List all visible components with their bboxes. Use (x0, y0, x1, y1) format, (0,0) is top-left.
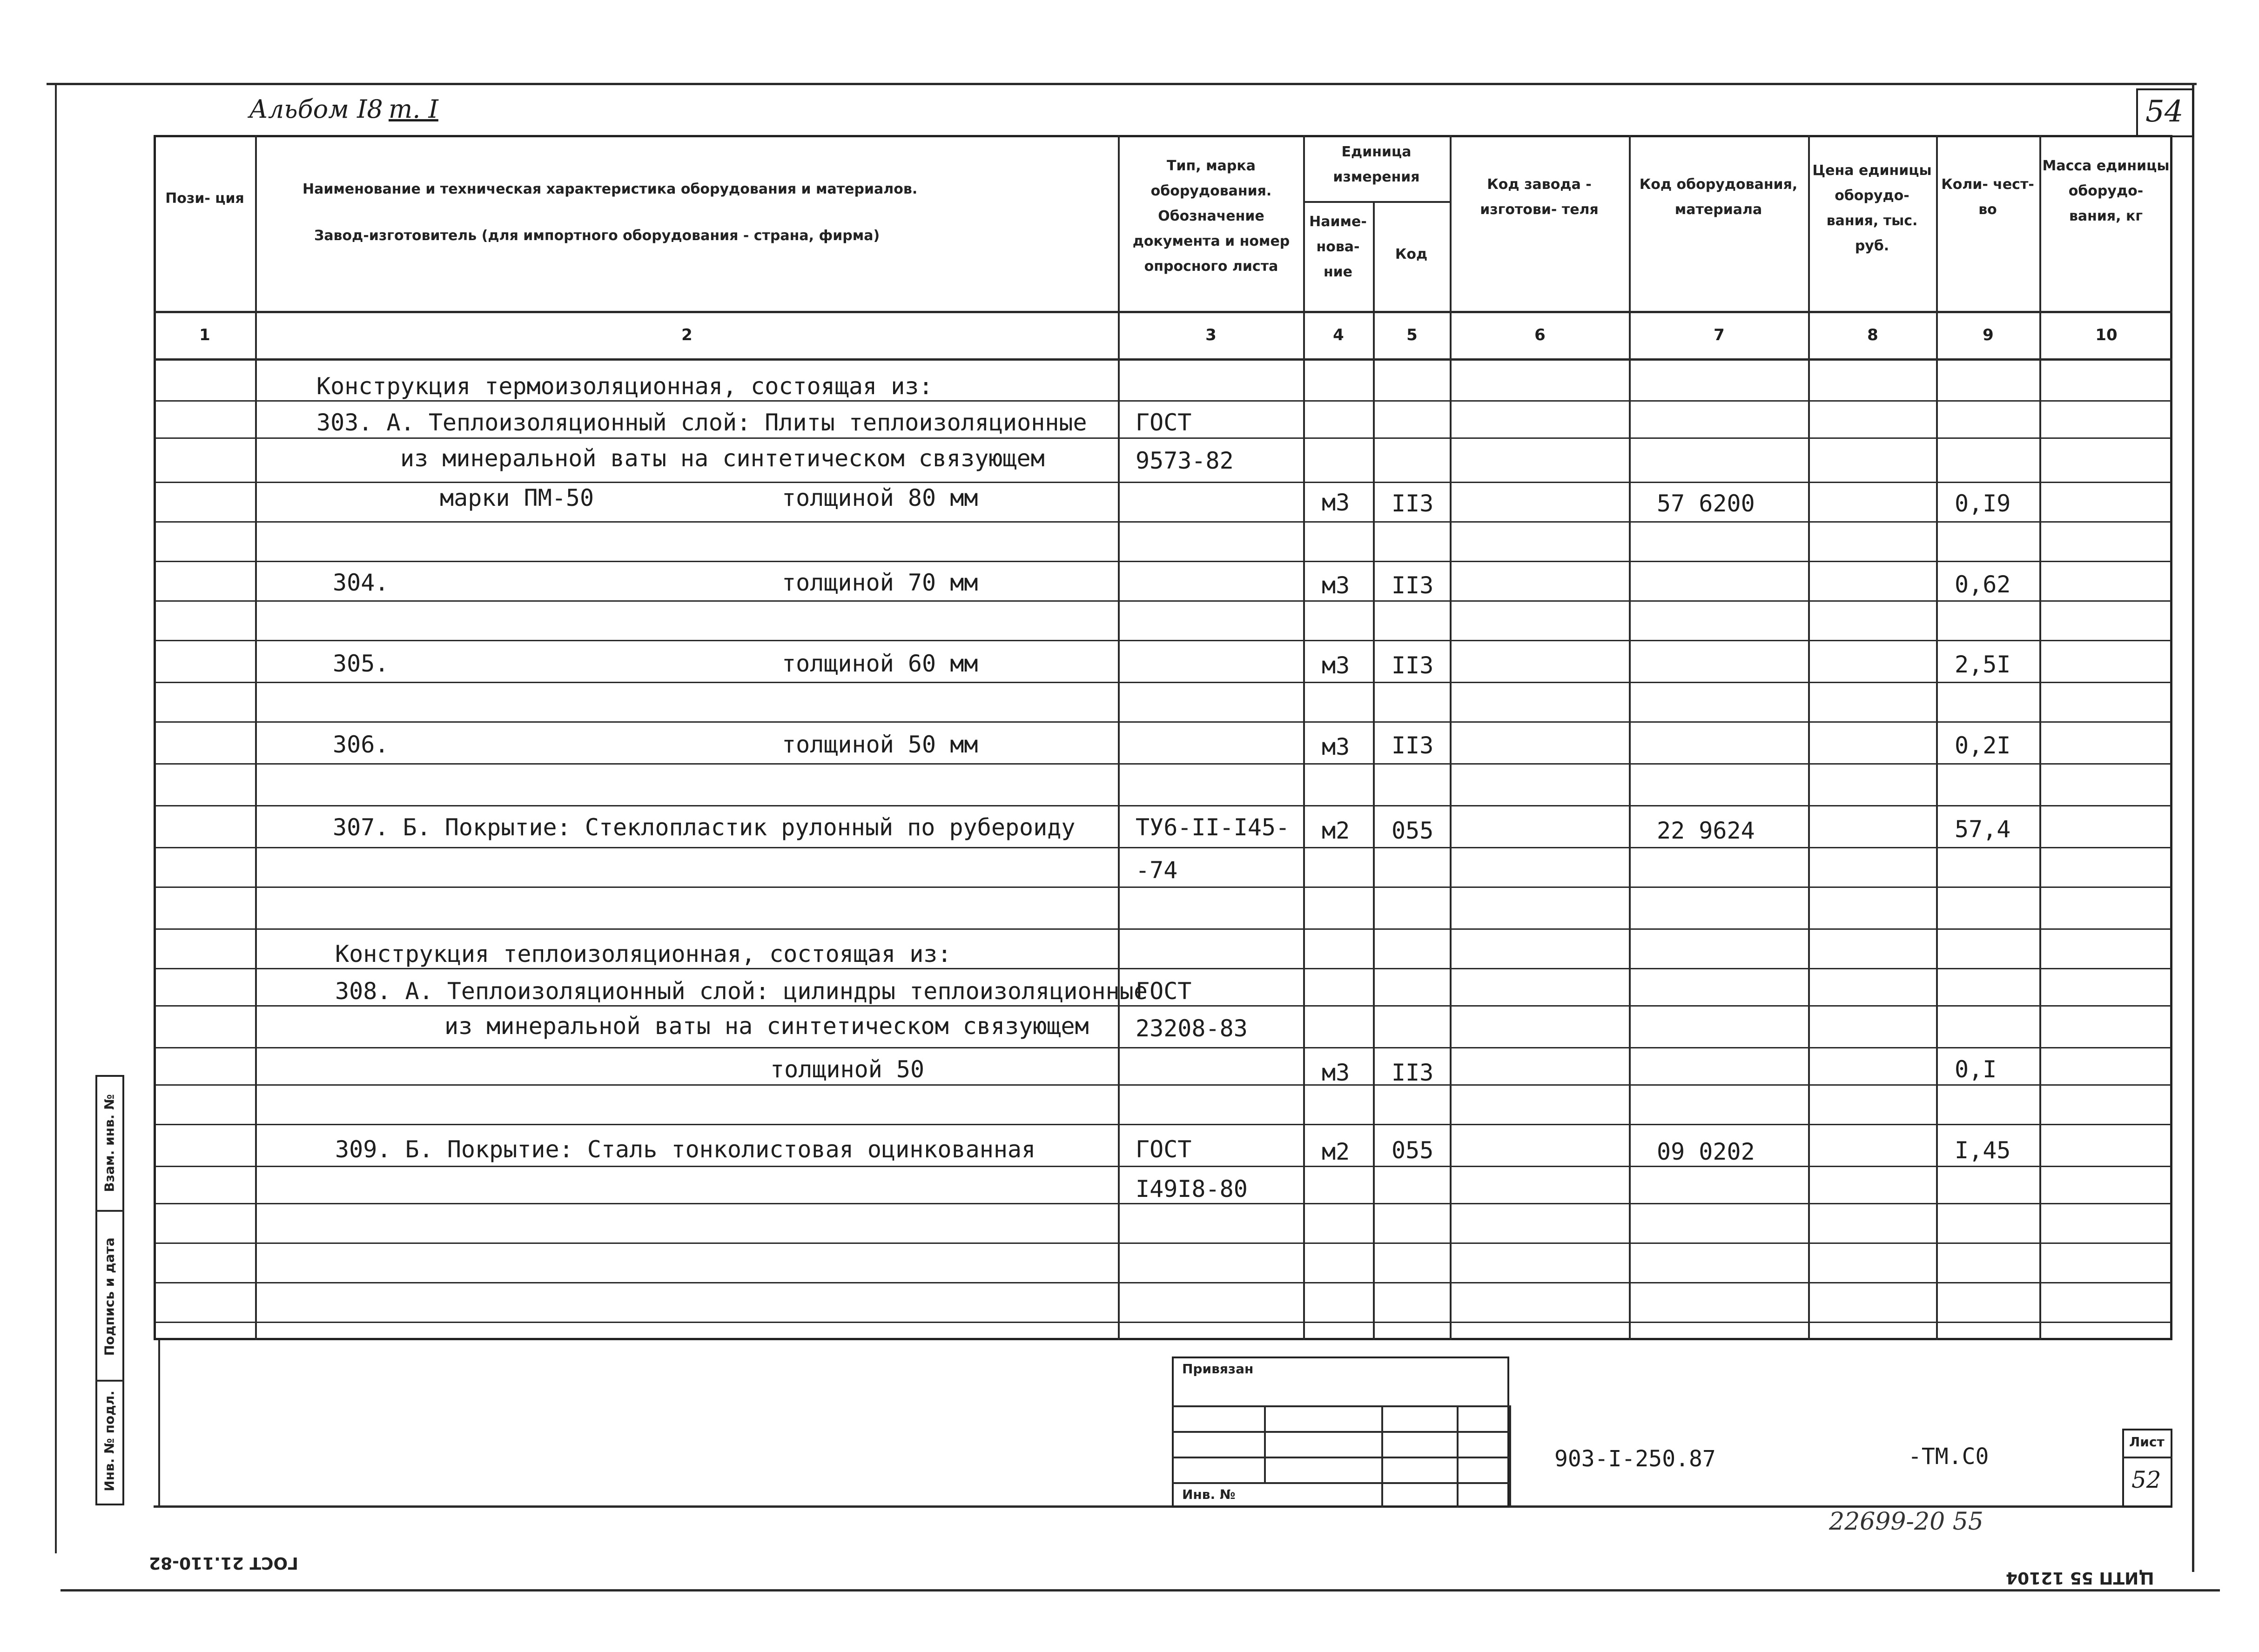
row-2-doc: ГОСТ (1136, 409, 1192, 436)
row-line (156, 561, 2171, 562)
row-8-doc: ТУ6-II-I45- (1136, 814, 1290, 841)
privyazan-line-3 (1172, 1457, 1509, 1458)
row-line (156, 482, 2171, 483)
colnum-7: 7 (1714, 326, 1725, 344)
row-5-pos: 304. (333, 569, 389, 596)
list-box-line (2122, 1457, 2172, 1458)
row-line (156, 1282, 2171, 1283)
row-line (156, 721, 2171, 723)
row-14-equip-code: 09 0202 (1657, 1138, 1755, 1165)
header-type: Тип, марка оборудования. Обозначение документа и номер опросного листа (1132, 158, 1290, 275)
row-1-name: Конструкция термоизоляционная, состоящая из: (316, 373, 933, 400)
gost-label: ГОСТ 21.110-82 (149, 1553, 299, 1572)
colnum-2: 2 (681, 326, 692, 344)
colnum-9: 9 (1983, 326, 1994, 344)
row-line (156, 1124, 2171, 1125)
header-mass: Масса единицы оборудо- вания, кг (2042, 158, 2170, 224)
doc-suffix: -ТМ.С0 (1908, 1444, 1989, 1470)
col-line-4 (1373, 201, 1375, 1340)
row-4-code: II3 (1392, 490, 1434, 517)
row-5-code: II3 (1392, 572, 1434, 599)
row-3-name: из минеральной ваты на синтетическом связующем (400, 445, 1045, 472)
row-11-name: 308. А. Теплоизоляционный слой: цилиндры теплоизоляционные (335, 978, 1148, 1005)
header-equipment-code: Код оборудования, материала (1639, 176, 1798, 218)
row-7-code: II3 (1392, 732, 1434, 759)
row-11-doc: ГОСТ (1136, 978, 1192, 1005)
row-line (156, 805, 2171, 806)
col-line-9 (2039, 135, 2041, 1340)
row-8-equip-code: 22 9624 (1657, 817, 1755, 844)
side-label-vzam: Взам. инв. № (101, 1094, 117, 1192)
row-line (156, 640, 2171, 641)
row-line (156, 928, 2171, 930)
row-7-unit: м3 (1322, 733, 1350, 760)
row-8-code: 055 (1392, 817, 1434, 844)
row-6-pos: 305. (333, 650, 389, 677)
privyazan-line-4 (1172, 1482, 1509, 1484)
row-8-unit: м2 (1322, 817, 1350, 844)
privyazan-vline-2 (1381, 1405, 1383, 1508)
row-6-name: толщиной 60 мм (782, 650, 978, 677)
row-14-qty: I,45 (1955, 1137, 2011, 1164)
row-5-unit: м3 (1322, 572, 1350, 599)
row-7-qty: 0,2I (1955, 732, 2011, 759)
unit-group-line (1303, 201, 1450, 203)
row-line (156, 437, 2171, 439)
row-line (156, 968, 2171, 969)
row-12-doc: 23208-83 (1136, 1015, 1248, 1042)
row-14-doc: ГОСТ (1136, 1136, 1192, 1163)
row-line (156, 1047, 2171, 1048)
row-6-unit: м3 (1322, 652, 1350, 679)
colnum-5: 5 (1406, 326, 1418, 344)
album-label: Альбом I8 (249, 94, 383, 124)
row-13-qty: 0,I (1955, 1056, 1997, 1083)
sheet-right-border (2192, 83, 2194, 1572)
row-4-qty: 0,I9 (1955, 490, 2011, 517)
row-9-doc: -74 (1136, 857, 1178, 884)
colnum-6: 6 (1534, 326, 1546, 344)
row-4-name-b: толщиной 80 мм (782, 484, 978, 511)
colnum-10: 10 (2095, 326, 2118, 344)
album-part: т. I (389, 94, 438, 124)
doc-code-vline (1509, 1405, 1511, 1508)
sheet-corner-number: 54 (2145, 94, 2184, 129)
row-7-name: толщиной 50 мм (782, 731, 978, 758)
row-4-equip-code: 57 6200 (1657, 490, 1755, 517)
sheet-top-border (47, 83, 2197, 85)
col-line-1 (255, 135, 257, 1340)
row-13-unit: м3 (1322, 1059, 1350, 1086)
row-13-code: II3 (1392, 1059, 1434, 1086)
header-unit-group: Единица измерения (1333, 144, 1420, 185)
row-line (156, 1166, 2171, 1167)
row-3-doc: 9573-82 (1136, 447, 1234, 474)
col-line-8 (1936, 135, 1938, 1340)
row-line (156, 1242, 2171, 1244)
row-4-name-a: марки ПМ-50 (440, 484, 594, 511)
row-line (156, 400, 2171, 402)
list-label: Лист (2129, 1434, 2165, 1450)
row-line (156, 1322, 2171, 1323)
col-line-7 (1808, 135, 1810, 1340)
colnum-4: 4 (1333, 326, 1344, 344)
col-line-6 (1629, 135, 1631, 1340)
row-8-name: 307. Б. Покрытие: Стеклопластик рулонный по рубероиду (333, 814, 1076, 841)
header-quantity: Коли- чест- во (1941, 176, 2034, 218)
header-position: Пози- ция (165, 190, 244, 207)
header-bottom-line (154, 311, 2172, 313)
doc-code: 903-I-250.87 (1554, 1446, 1716, 1472)
row-line (156, 1005, 2171, 1007)
row-line (156, 682, 2171, 683)
colnum-bottom-line (154, 358, 2172, 361)
row-14-name: 309. Б. Покрытие: Сталь тонколистовая оцинкованная (335, 1136, 1036, 1163)
row-14-unit: м2 (1322, 1138, 1350, 1165)
col-line-2 (1118, 135, 1120, 1340)
row-line (156, 1203, 2171, 1204)
side-label-inv-podl: Инв. № подл. (101, 1390, 117, 1491)
row-5-qty: 0,62 (1955, 571, 2011, 598)
row-10-name: Конструкция теплоизоляционная, состоящая из: (335, 940, 952, 967)
header-unit-name: Наиме- нова- ние (1309, 214, 1367, 280)
row-line (156, 521, 2171, 523)
side-label-podpis: Подпись и дата (101, 1237, 117, 1356)
row-6-code: II3 (1392, 652, 1434, 679)
header-name-line2: Завод-изготовитель (для импортного оборудования - страна, фирма) (314, 228, 880, 244)
colnum-3: 3 (1205, 326, 1217, 344)
sheet-left-border (55, 83, 57, 1553)
header-price: Цена единицы оборудо- вания, тыс. руб. (1812, 162, 1932, 254)
header-unit-code: Код (1395, 246, 1428, 262)
sheet-bottom-border (61, 1589, 2220, 1592)
row-14-code: 055 (1392, 1137, 1434, 1164)
row-13-name: толщиной 50 (770, 1056, 925, 1083)
row-2-name: 303. А. Теплоизоляционный слой: Плиты теплоизоляционные (316, 409, 1087, 436)
row-15-doc: I49I8-80 (1136, 1175, 1248, 1202)
handwritten-number: 22699-20 55 (1829, 1508, 1983, 1536)
privyazan-vline-3 (1457, 1405, 1459, 1508)
privyazan-line-1 (1172, 1405, 1509, 1407)
colnum-1: 1 (199, 326, 210, 344)
row-line (156, 886, 2171, 888)
row-8-qty: 57,4 (1955, 816, 2011, 843)
row-12-name: из минеральной ваты на синтетическом связующем (444, 1013, 1089, 1040)
privyazan-line-2 (1172, 1431, 1509, 1433)
header-name-line1: Наименование и техническая характеристика оборудования и материалов. (303, 181, 918, 197)
row-6-qty: 2,5I (1955, 651, 2011, 678)
inv-no-label: Инв. № (1182, 1487, 1236, 1502)
privyazan-vline-1 (1264, 1405, 1266, 1482)
row-7-pos: 306. (333, 731, 389, 758)
header-factory-code: Код завода - изготови- теля (1480, 176, 1599, 218)
title-block-left-line (158, 1340, 160, 1508)
tsitp-label: ЦИТП 55 12104 (2006, 1568, 2154, 1587)
col-line-5 (1450, 135, 1452, 1340)
col-line-3 (1303, 135, 1305, 1340)
privyazan-label: Привязан (1182, 1361, 1254, 1377)
list-number: 52 (2131, 1466, 2161, 1493)
row-4-unit: м3 (1322, 489, 1350, 516)
row-line (156, 847, 2171, 848)
colnum-8: 8 (1867, 326, 1878, 344)
row-line (156, 1084, 2171, 1086)
row-line (156, 763, 2171, 765)
row-5-name: толщиной 70 мм (782, 569, 978, 596)
row-line (156, 600, 2171, 602)
